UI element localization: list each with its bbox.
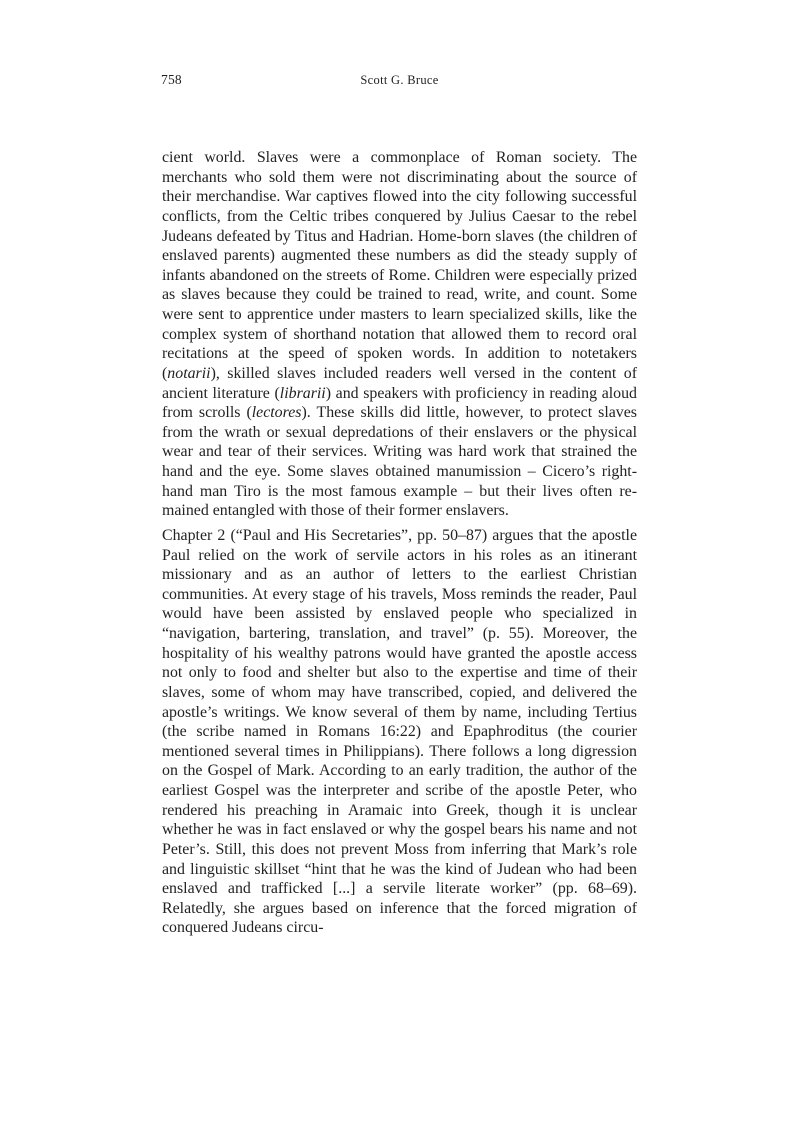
text-segment: cient world. Slaves were a commonplace of Roman society. The merchants who sold them were not discriminating about the source of their merchandise. War captives flowed into the city following successful conflicts, from the Celtic tribes conquered by Julius Caesar to the rebel Judeans defeated by Titus and Hadrian. Home-born slaves (the children of enslaved parents) augmented these numbers as did the steady supply of infants abandoned on the streets of Rome. Children were especially prized as slaves because they could be trained to read, write, and count. Some were sent to apprentice under masters to learn specialized skills, like the complex system of shorthand notation that allowed them to record oral recitations at the speed of spoken words. In addition to notetakers ( xyxy=(162,149,637,382)
italic-term-lectores: lectores xyxy=(251,404,302,422)
text-segment: ). These skills did little, however, to protect slaves from the wrath or sexual depredations of their enslavers or the physical wear and tear of their services. Writing was hard work that strained the hand and the eye. Some slaves obtained manumission – Cicero’s right-hand man Tiro is the most famous example – but their lives often remained entangled with those of their former enslavers. xyxy=(162,404,637,520)
page-number: 758 xyxy=(161,72,182,87)
running-head: Scott G. Bruce xyxy=(360,73,439,87)
italic-term-librarii: librarii xyxy=(279,384,326,402)
text-segment: ) and speakers with proficiency in reading aloud from scrolls ( xyxy=(162,384,638,422)
text-segment: Chapter 2 (“Paul and His Secretaries”, pp. 50–87) argues that the apostle Paul relied on the work of servile actors in his roles as an itinerant missionary and as an author of letters to the earliest Christian communities. At every stage of his travels, Moss reminds the reader, Paul would have been assisted by enslaved people who specialized in “navigation, bartering, translation, and travel” (p. 55). Moreover, the hospitality of his wealthy patrons would have granted the apostle access not only to food and shelter but also to the expertise and time of their slaves, some of whom may have transcribed, copied, and delivered the apostle’s writings. We know several of them by name, including Tertius (the scribe named in Romans 16:22) and Epaphroditus (the courier mentioned several times in Philippians). There follows a long digression on the Gospel of Mark. According to an early tradition, the author of the earliest Gospel was the interpreter and scribe of the apostle Peter, who rendered his preaching in Aramaic into Greek, though it is unclear whether he was in fact enslaved or why the gospel bears his name and not Peter’s. Still, this does not prevent Moss from inferring that Mark’s role and linguistic skillset “hint that he was the kind of Judean who had been enslaved and trafficked [...] a servile literate worker” (pp. 68–69). Relatedly, she argues based on inference that the forced migration of conquered Judeans circu- xyxy=(162,526,637,937)
body-text xyxy=(162,148,637,938)
paragraph-2 xyxy=(162,526,637,938)
text-segment: ), skilled slaves included readers well versed in the content of ancient literature ( xyxy=(162,364,637,402)
paragraph-1 xyxy=(162,148,637,521)
italic-term-notarii: notarii xyxy=(167,364,211,382)
